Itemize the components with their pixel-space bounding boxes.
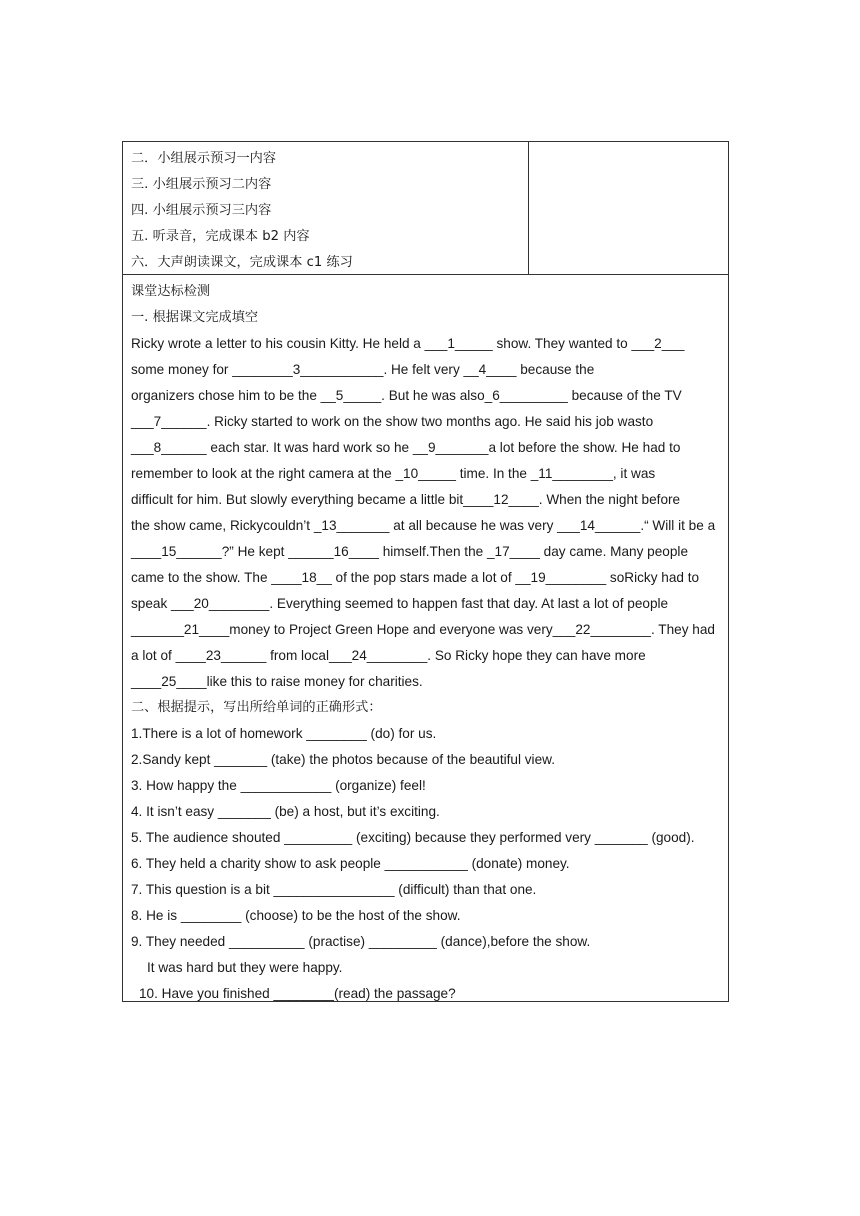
word-form-exercises <box>131 721 722 1007</box>
top-row <box>123 142 729 275</box>
notes-cell <box>528 142 728 275</box>
passage-line: speak ___20________. Everything seemed to happen fast that day. At last a lot of people <box>131 596 669 611</box>
exercise-item: 2.Sandy kept _______ (take) the photos because of the beautiful view. <box>131 752 555 767</box>
exercise-item: 6. They held a charity show to ask people ___________ (donate) money. <box>131 856 570 871</box>
passage-line: a lot of ____23______ from local___24________. So Ricky hope they can have more <box>131 648 646 663</box>
passage-line: Ricky wrote a letter to his cousin Kitty. He held a ___1_____ show. They wanted to ___2___ <box>131 336 685 351</box>
exercise-item-continuation: It was hard but they were happy. <box>147 960 343 975</box>
part2-title: 二、根据提示，写出所给单词的正确形式： <box>131 700 382 715</box>
passage-line: ____25____like this to raise money for charities. <box>131 674 423 689</box>
exercise-item: 4. It isn’t easy _______ (be) a host, but it’s exciting. <box>131 804 440 819</box>
activity-item: 五. 听录音，完成课本 b2 内容 <box>131 229 310 244</box>
exercise-item: 10. Have you finished ________(read) the passage? <box>139 986 456 1001</box>
activity-item: 四. 小组展示预习三内容 <box>131 203 272 218</box>
passage-line: some money for ________3___________. He felt very __4____ because the <box>131 362 595 377</box>
exercise-item: 9. They needed __________ (practise) _________ (dance),before the show. <box>131 934 591 949</box>
bottom-row <box>123 275 729 1002</box>
activity-item: 三. 小组展示预习二内容 <box>131 177 272 192</box>
activity-item: 六．大声朗读课文，完成课本 c1 练习 <box>131 255 353 270</box>
activity-item: 二．小组展示预习一内容 <box>131 151 277 166</box>
passage-line: ___8______ each star. It was hard work so he __9_______a lot before the show. He had to <box>131 440 681 455</box>
passage-line: remember to look at the right camera at the _10_____ time. In the _11________, it was <box>131 466 656 481</box>
exercise-item: 3. How happy the ____________ (organize) feel! <box>131 778 426 793</box>
exercise-item: 8. He is ________ (choose) to be the host of the show. <box>131 908 461 923</box>
passage-line: organizers chose him to be the __5_____. But he was also_6_________ because of the TV <box>131 388 682 403</box>
exercise-item: 7. This question is a bit ________________ (difficult) than that one. <box>131 882 537 897</box>
part1-title: 一. 根据课文完成填空 <box>131 310 259 325</box>
passage-line: ____15______?” He kept ______16____ himself.Then the _17____ day came. Many people <box>131 544 689 559</box>
passage-line: came to the show. The ____18__ of the pop stars made a lot of __19________ soRicky had to <box>131 570 700 585</box>
exercise-item: 5. The audience shouted _________ (exciting) because they performed very _______ (good). <box>131 830 695 845</box>
passage-line: difficult for him. But slowly everything became a little bit____12____. When the night before <box>131 492 681 507</box>
cloze-passage <box>131 331 722 695</box>
exercise-item: 1.There is a lot of homework ________ (do) for us. <box>131 726 437 741</box>
worksheet-table <box>122 141 729 1002</box>
passage-line: the show came, Rickycouldn’t _13_______ at all because he was very ___14______.“ Will it be a <box>131 518 716 533</box>
test-cell <box>123 275 729 1002</box>
activities-cell <box>123 142 529 275</box>
section-title: 课堂达标检测 <box>131 284 211 299</box>
passage-line: _______21____money to Project Green Hope and everyone was very___22________. They had <box>131 622 715 637</box>
passage-line: ___7______. Ricky started to work on the show two months ago. He said his job wasto <box>131 414 654 429</box>
